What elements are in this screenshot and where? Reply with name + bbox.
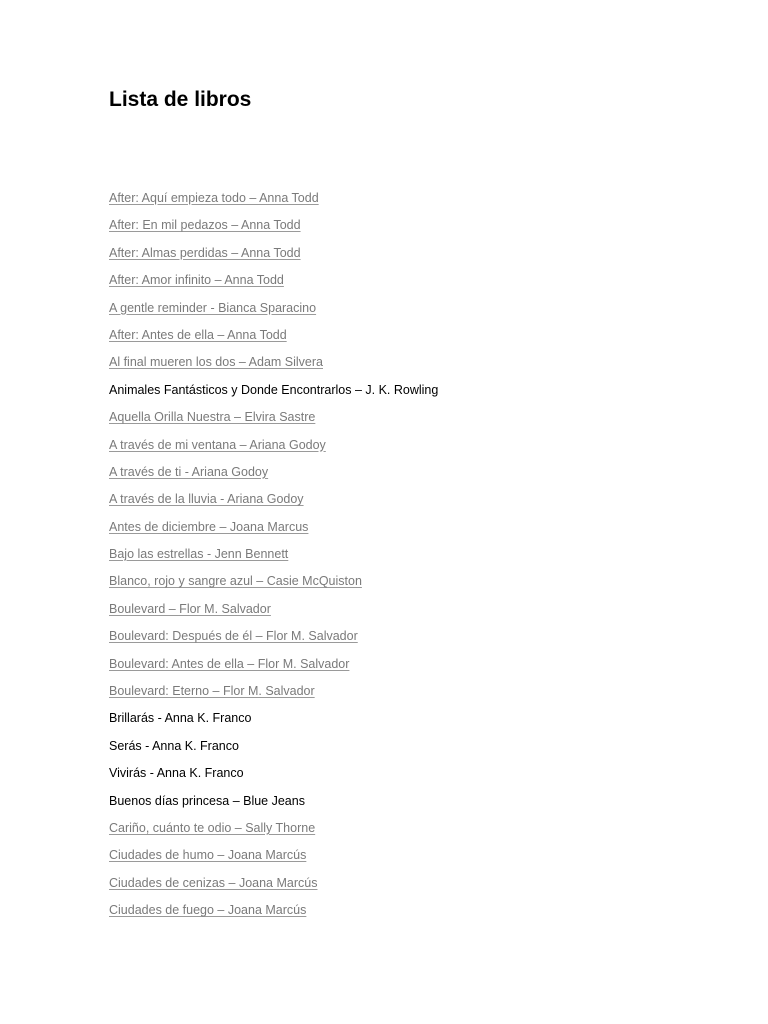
book-link[interactable]: A través de ti - Ariana Godoy (109, 464, 269, 479)
book-link[interactable]: After: Almas perdidas – Anna Todd (109, 245, 301, 260)
book-link[interactable]: Blanco, rojo y sangre azul – Casie McQuiston (109, 574, 362, 589)
book-entry: Vivirás - Anna K. Franco (109, 766, 244, 781)
book-entry: Animales Fantásticos y Donde Encontrarlos – J. K. Rowling (109, 382, 439, 397)
page-title: Lista de libros (109, 88, 252, 111)
book-link[interactable]: Bajo las estrellas - Jenn Bennett (109, 547, 289, 562)
book-link[interactable]: After: Antes de ella – Anna Todd (109, 327, 287, 342)
book-link[interactable]: Boulevard: Después de él – Flor M. Salvador (109, 629, 358, 644)
book-link[interactable]: Boulevard: Eterno – Flor M. Salvador (109, 684, 315, 699)
book-entry: Serás - Anna K. Franco (109, 738, 239, 753)
book-link[interactable]: Antes de diciembre – Joana Marcus (109, 519, 309, 534)
book-link[interactable]: Al final mueren los dos – Adam Silvera (109, 355, 323, 370)
book-link[interactable]: A través de la lluvia - Ariana Godoy (109, 492, 304, 507)
book-link[interactable]: After: Aquí empieza todo – Anna Todd (109, 191, 319, 205)
book-link[interactable]: A gentle reminder - Bianca Sparacino (109, 300, 317, 315)
book-entry: Brillarás - Anna K. Franco (109, 711, 252, 726)
book-link[interactable]: Boulevard – Flor M. Salvador (109, 601, 271, 616)
book-link[interactable]: Ciudades de fuego – Joana Marcús (109, 903, 307, 918)
book-link[interactable]: Ciudades de cenizas – Joana Marcús (109, 875, 318, 890)
book-link[interactable]: Ciudades de humo – Joana Marcús (109, 848, 307, 863)
book-link[interactable]: Boulevard: Antes de ella – Flor M. Salvador (109, 656, 350, 671)
book-link[interactable]: After: En mil pedazos – Anna Todd (109, 218, 301, 233)
book-link[interactable]: Aquella Orilla Nuestra – Elvira Sastre (109, 410, 316, 425)
book-entry: Buenos días princesa – Blue Jeans (109, 793, 305, 808)
book-link[interactable]: Cariño, cuánto te odio – Sally Thorne (109, 820, 316, 835)
book-list (109, 187, 438, 927)
book-link[interactable]: After: Amor infinito – Anna Todd (109, 273, 284, 288)
book-link[interactable]: A través de mi ventana – Ariana Godoy (109, 437, 326, 452)
